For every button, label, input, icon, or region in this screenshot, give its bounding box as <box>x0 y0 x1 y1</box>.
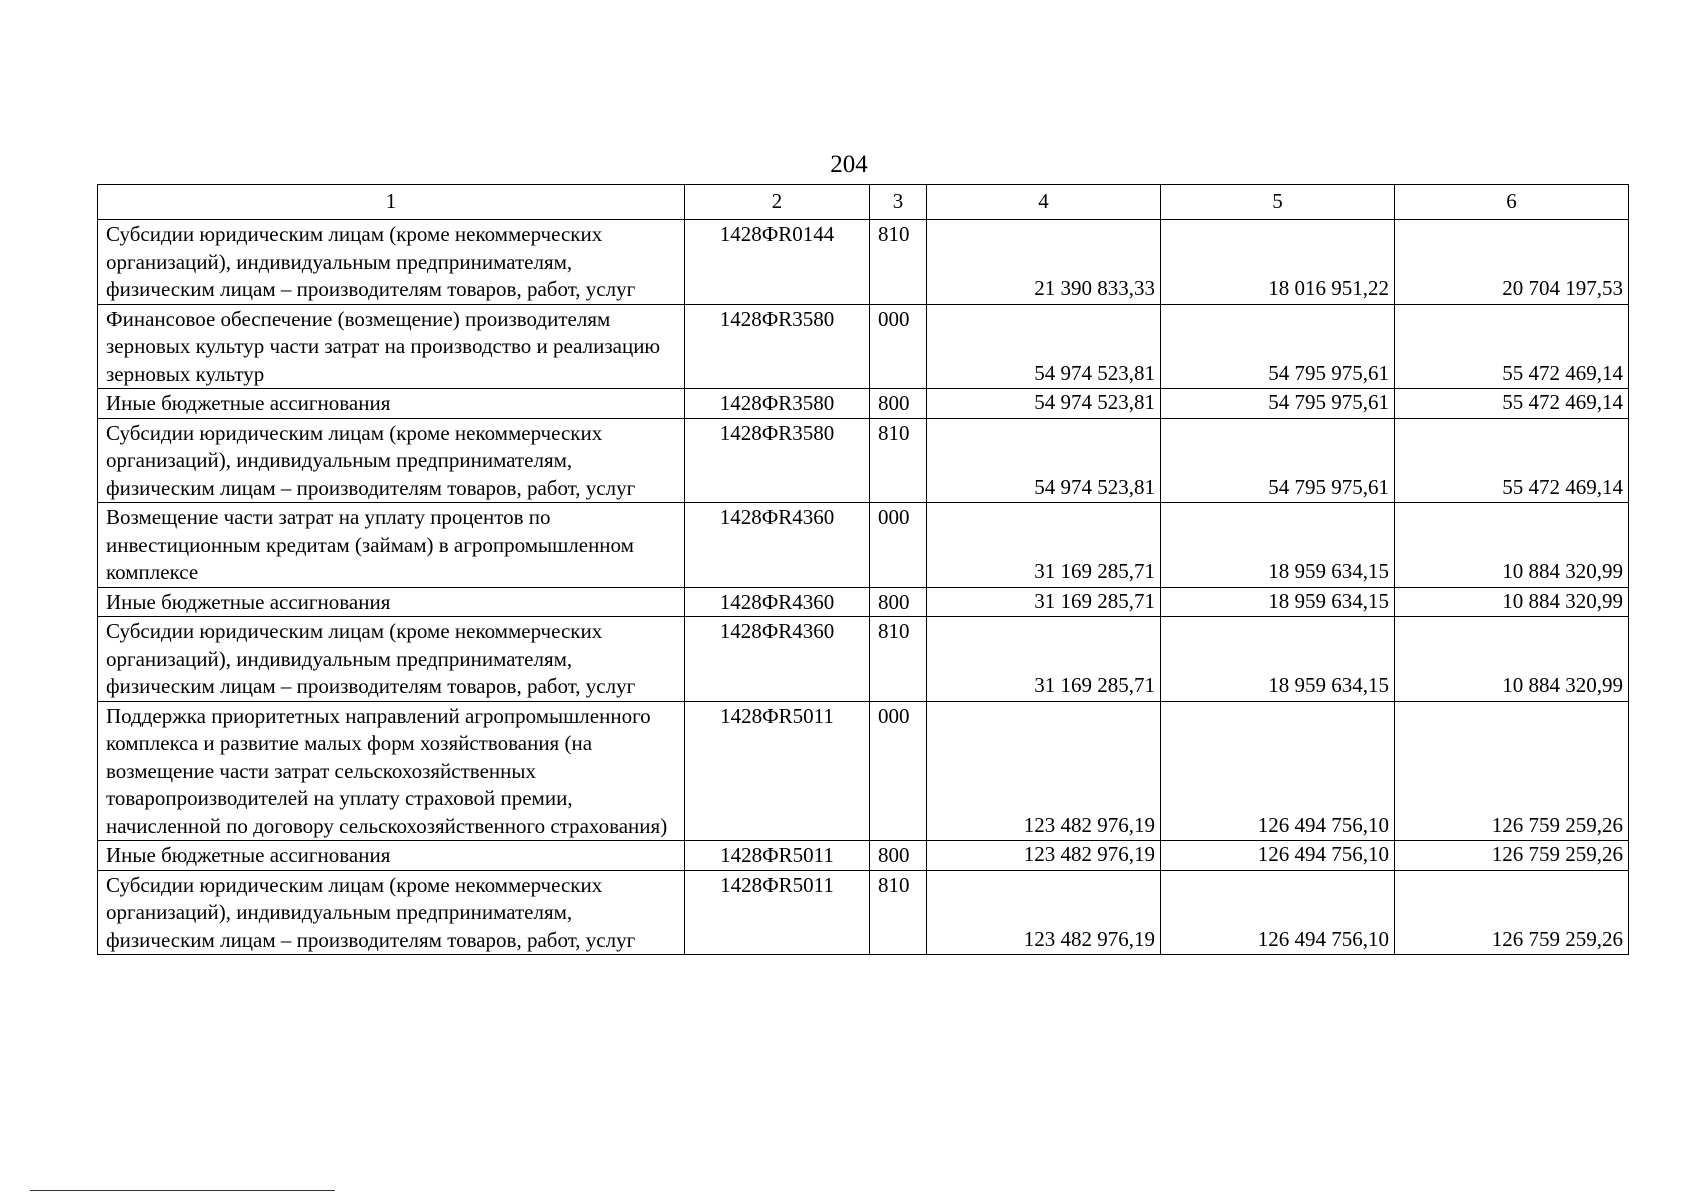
table-row <box>98 304 1629 389</box>
amount-col-6: 55 472 469,14 <box>1395 304 1629 389</box>
amount-col-6: 55 472 469,14 <box>1395 389 1629 419</box>
amount-col-4: 54 974 523,81 <box>927 304 1161 389</box>
target-article-code: 1428ФR4360 <box>685 587 870 617</box>
target-article-code: 1428ФR3580 <box>685 389 870 419</box>
amount-col-6: 10 884 320,99 <box>1395 617 1629 702</box>
budget-table <box>97 184 1629 955</box>
expense-kind-code: 000 <box>870 701 927 841</box>
amount-col-4: 21 390 833,33 <box>927 220 1161 305</box>
expense-kind-code: 800 <box>870 389 927 419</box>
target-article-code: 1428ФR5011 <box>685 841 870 871</box>
table-row <box>98 701 1629 841</box>
expense-kind-code: 800 <box>870 587 927 617</box>
amount-col-5: 126 494 756,10 <box>1161 870 1395 955</box>
table-row <box>98 841 1629 871</box>
amount-col-5: 126 494 756,10 <box>1161 841 1395 871</box>
column-number-row <box>98 185 1629 220</box>
amount-col-4: 54 974 523,81 <box>927 389 1161 419</box>
expense-kind-code: 810 <box>870 418 927 503</box>
row-name: Иные бюджетные ассигнования <box>98 841 685 871</box>
amount-col-4: 123 482 976,19 <box>927 841 1161 871</box>
amount-col-5: 18 959 634,15 <box>1161 503 1395 588</box>
row-name: Иные бюджетные ассигнования <box>98 587 685 617</box>
column-number: 6 <box>1395 185 1629 220</box>
expense-kind-code: 800 <box>870 841 927 871</box>
amount-col-5: 54 795 975,61 <box>1161 389 1395 419</box>
table-row <box>98 418 1629 503</box>
amount-col-5: 126 494 756,10 <box>1161 701 1395 841</box>
table-row <box>98 870 1629 955</box>
table-row <box>98 617 1629 702</box>
amount-col-6: 126 759 259,26 <box>1395 701 1629 841</box>
row-name: Субсидии юридическим лицам (кроме некоммерческих организаций), индивидуальным предпринимателям, физическим лицам – производителям товаров, работ, услуг <box>98 220 685 305</box>
row-name: Субсидии юридическим лицам (кроме некоммерческих организаций), индивидуальным предпринимателям, физическим лицам – производителям товаров, работ, услуг <box>98 418 685 503</box>
expense-kind-code: 810 <box>870 617 927 702</box>
column-number: 1 <box>98 185 685 220</box>
target-article-code: 1428ФR0144 <box>685 220 870 305</box>
amount-col-5: 18 959 634,15 <box>1161 587 1395 617</box>
amount-col-4: 54 974 523,81 <box>927 418 1161 503</box>
amount-col-6: 126 759 259,26 <box>1395 870 1629 955</box>
amount-col-6: 10 884 320,99 <box>1395 503 1629 588</box>
amount-col-4: 31 169 285,71 <box>927 503 1161 588</box>
expense-kind-code: 810 <box>870 870 927 955</box>
footnote-separator <box>30 1190 335 1191</box>
amount-col-4: 31 169 285,71 <box>927 587 1161 617</box>
column-number: 3 <box>870 185 927 220</box>
table-row <box>98 503 1629 588</box>
target-article-code: 1428ФR5011 <box>685 870 870 955</box>
column-number: 2 <box>685 185 870 220</box>
row-name: Субсидии юридическим лицам (кроме некоммерческих организаций), индивидуальным предпринимателям, физическим лицам – производителям товаров, работ, услуг <box>98 870 685 955</box>
table-body <box>98 220 1629 955</box>
amount-col-5: 18 016 951,22 <box>1161 220 1395 305</box>
table-row <box>98 220 1629 305</box>
amount-col-6: 126 759 259,26 <box>1395 841 1629 871</box>
row-name: Финансовое обеспечение (возмещение) производителям зерновых культур части затрат на производство и реализацию зерновых культур <box>98 304 685 389</box>
table-row <box>98 587 1629 617</box>
amount-col-6: 20 704 197,53 <box>1395 220 1629 305</box>
amount-col-4: 123 482 976,19 <box>927 870 1161 955</box>
page-number: 204 <box>830 151 868 178</box>
amount-col-4: 31 169 285,71 <box>927 617 1161 702</box>
expense-kind-code: 810 <box>870 220 927 305</box>
target-article-code: 1428ФR3580 <box>685 418 870 503</box>
column-number: 4 <box>927 185 1161 220</box>
row-name: Поддержка приоритетных направлений агропромышленного комплекса и развитие малых форм хозяйствования (на возмещение части затрат сельскохозяйственных товаропроизводителей на уплату страховой премии, начисленной по договору сельскохозяйственного страхования) <box>98 701 685 841</box>
row-name: Возмещение части затрат на уплату процентов по инвестиционным кредитам (займам) в агропромышленном комплексе <box>98 503 685 588</box>
amount-col-4: 123 482 976,19 <box>927 701 1161 841</box>
expense-kind-code: 000 <box>870 304 927 389</box>
amount-col-5: 54 795 975,61 <box>1161 304 1395 389</box>
expense-kind-code: 000 <box>870 503 927 588</box>
table-row <box>98 389 1629 419</box>
target-article-code: 1428ФR4360 <box>685 617 870 702</box>
amount-col-5: 54 795 975,61 <box>1161 418 1395 503</box>
amount-col-6: 55 472 469,14 <box>1395 418 1629 503</box>
amount-col-5: 18 959 634,15 <box>1161 617 1395 702</box>
target-article-code: 1428ФR3580 <box>685 304 870 389</box>
amount-col-6: 10 884 320,99 <box>1395 587 1629 617</box>
table-header <box>98 185 1629 220</box>
row-name: Субсидии юридическим лицам (кроме некоммерческих организаций), индивидуальным предпринимателям, физическим лицам – производителям товаров, работ, услуг <box>98 617 685 702</box>
row-name: Иные бюджетные ассигнования <box>98 389 685 419</box>
column-number: 5 <box>1161 185 1395 220</box>
target-article-code: 1428ФR5011 <box>685 701 870 841</box>
target-article-code: 1428ФR4360 <box>685 503 870 588</box>
